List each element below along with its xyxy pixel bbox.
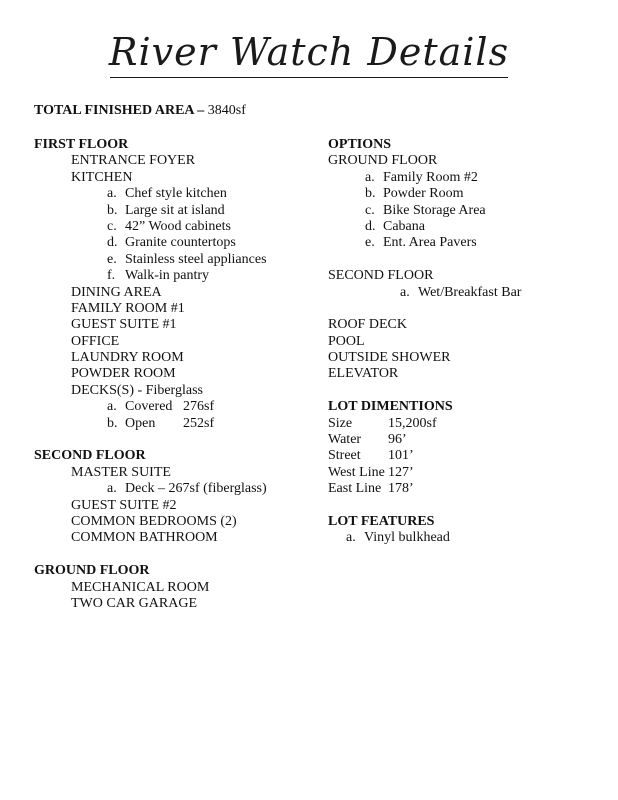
deck-label: Covered <box>125 399 173 415</box>
lot-features-heading: LOT FEATURES <box>328 513 435 529</box>
deck-value: 276sf <box>183 399 215 415</box>
list-marker: c. <box>365 202 375 218</box>
extra-item: OUTSIDE SHOWER <box>328 350 451 366</box>
list-marker: d. <box>107 235 118 251</box>
list-item: OFFICE <box>71 333 120 349</box>
list-marker: a. <box>107 481 117 497</box>
second-floor-heading: SECOND FLOOR <box>34 448 146 464</box>
right-column <box>328 137 608 547</box>
sub-list-item <box>34 219 324 235</box>
sub-list-item <box>34 268 324 284</box>
lot-label: Street <box>328 448 361 464</box>
lot-feature-item <box>328 530 608 546</box>
list-marker: b. <box>107 202 118 218</box>
title-underline <box>110 77 508 78</box>
option-text: Powder Room <box>383 186 464 202</box>
ground-floor-heading: GROUND FLOOR <box>34 563 150 579</box>
sub-item-text: Large sit at island <box>125 202 225 218</box>
list-marker: d. <box>365 218 376 234</box>
option-text: Wet/Breakfast Bar <box>418 284 522 300</box>
extra-item: POOL <box>328 333 365 349</box>
list-marker: a. <box>346 530 356 546</box>
sub-list-item <box>34 235 324 251</box>
list-marker: a. <box>365 169 375 185</box>
lot-dimentions-heading: LOT DIMENTIONS <box>328 399 453 415</box>
lot-value: 96’ <box>388 432 407 448</box>
total-area-value: 3840sf <box>207 103 246 118</box>
list-marker: a. <box>107 186 117 202</box>
sub-item-text: Stainless steel appliances <box>125 251 267 267</box>
list-item: DECKS(S) - Fiberglass <box>71 382 203 398</box>
deck-label: Open <box>125 415 156 431</box>
option-item <box>328 203 608 219</box>
option-text: Cabana <box>383 218 425 234</box>
lot-label: Water <box>328 432 362 448</box>
page-title: River Watch Details <box>108 30 510 74</box>
option-item <box>328 219 608 235</box>
option-text: Ent. Area Pavers <box>383 235 477 251</box>
option-item <box>328 170 608 186</box>
sub-item-text: Deck – 267sf (fiberglass) <box>125 481 267 497</box>
list-item: TWO CAR GARAGE <box>71 595 197 611</box>
lot-feature-text: Vinyl bulkhead <box>364 530 450 546</box>
list-marker: e. <box>365 235 375 251</box>
list-item: ENTRANCE FOYER <box>71 153 196 169</box>
list-marker: a. <box>400 284 410 300</box>
options-ground-label: GROUND FLOOR <box>328 153 438 169</box>
list-item: GUEST SUITE #1 <box>71 317 177 333</box>
options-heading: OPTIONS <box>328 137 392 152</box>
lot-row <box>328 416 608 432</box>
lot-value: 178’ <box>388 481 414 497</box>
sub-item-text: Chef style kitchen <box>125 186 227 202</box>
options-second-label: SECOND FLOOR <box>328 268 434 284</box>
list-item: POWDER ROOM <box>71 366 176 382</box>
lot-label: Size <box>328 415 353 431</box>
option-item <box>328 186 608 202</box>
lot-value: 127’ <box>388 464 414 480</box>
list-item: DINING AREA <box>71 284 162 300</box>
list-item: GUEST SUITE #2 <box>71 497 177 513</box>
lot-value: 15,200sf <box>388 415 437 431</box>
list-item: COMMON BEDROOMS (2) <box>71 513 237 529</box>
list-marker: e. <box>107 251 117 267</box>
list-marker: b. <box>365 186 376 202</box>
sub-list-item <box>34 252 324 268</box>
list-item: LAUNDRY ROOM <box>71 350 184 366</box>
list-marker: c. <box>107 218 117 234</box>
total-area-label: TOTAL FINISHED AREA <box>34 103 194 118</box>
list-marker: a. <box>107 399 117 415</box>
list-item: KITCHEN <box>71 169 133 185</box>
lot-value: 101’ <box>388 448 414 464</box>
total-area-dash: – <box>193 103 208 118</box>
sub-list-item <box>34 416 324 432</box>
list-item: COMMON BATHROOM <box>71 530 218 546</box>
lot-row <box>328 465 608 481</box>
option-item <box>328 235 608 251</box>
option-item <box>328 285 608 301</box>
list-item: FAMILY ROOM #1 <box>71 300 185 316</box>
lot-row <box>328 481 608 497</box>
lot-label: West Line <box>328 464 385 480</box>
sub-item-text: Walk-in pantry <box>125 268 210 284</box>
list-marker: f. <box>107 268 116 284</box>
sub-list-item <box>34 186 324 202</box>
first-floor-heading: FIRST FLOOR <box>34 137 129 152</box>
sub-item-text: Granite countertops <box>125 235 236 251</box>
extra-item: ROOF DECK <box>328 317 407 333</box>
deck-value: 252sf <box>183 415 215 431</box>
option-text: Family Room #2 <box>383 169 478 185</box>
sub-list-item <box>34 203 324 219</box>
sub-item-text: 42” Wood cabinets <box>125 218 231 234</box>
sub-list-item <box>34 481 324 497</box>
lot-row <box>328 432 608 448</box>
sub-list-item <box>34 399 324 415</box>
list-marker: b. <box>107 415 118 431</box>
list-item: MECHANICAL ROOM <box>71 579 210 595</box>
list-item: MASTER SUITE <box>71 464 171 480</box>
lot-row <box>328 448 608 464</box>
left-column <box>34 137 324 612</box>
extra-item: ELEVATOR <box>328 366 399 382</box>
lot-label: East Line <box>328 481 382 497</box>
option-text: Bike Storage Area <box>383 202 486 218</box>
total-finished-area <box>34 103 246 119</box>
